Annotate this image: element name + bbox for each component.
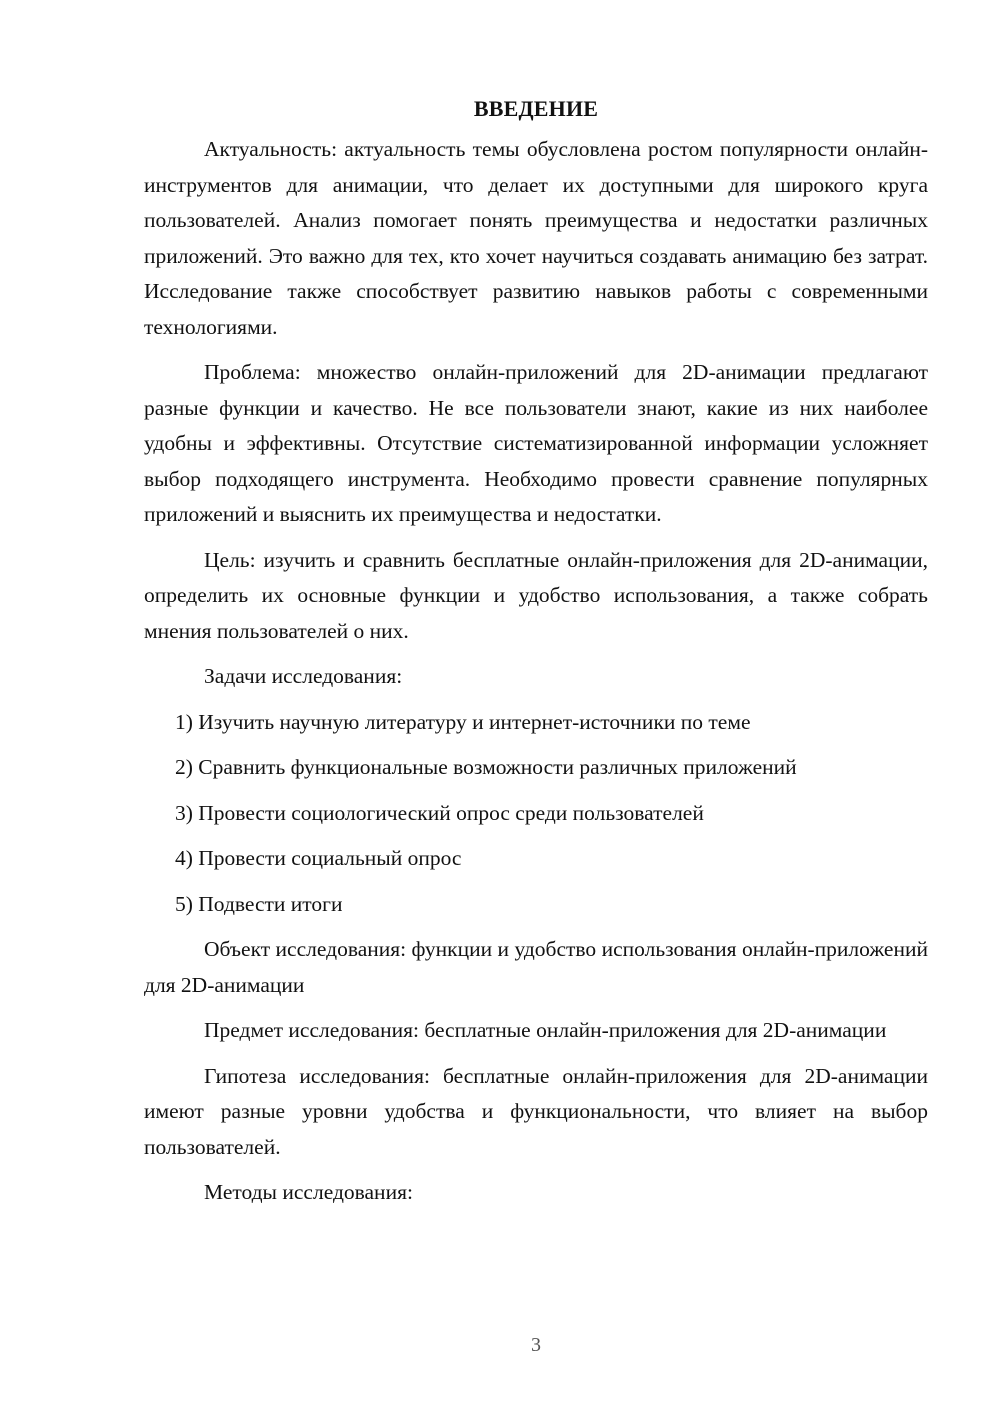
hypothesis-paragraph: Гипотеза исследования: бесплатные онлайн-приложения для 2D-анимации имеют разные уровни удобства и функциональности, что влияет на выбор пользователей. — [144, 1063, 928, 1159]
page-content — [144, 92, 928, 1211]
subject-paragraph: Предмет исследования: бесплатные онлайн-приложения для 2D-анимации — [204, 1018, 887, 1042]
goal-paragraph: Цель: изучить и сравнить бесплатные онлайн-приложения для 2D-анимации, определить их основные функции и удобство использования, а также собрать мнения пользователей о них. — [144, 547, 928, 643]
section-title: ВВЕДЕНИЕ — [473, 96, 599, 121]
relevance-paragraph: Актуальность: актуальность темы обусловлена ростом популярности онлайн-инструментов для анимации, что делает их доступными для широкого круга пользователей. Анализ помогает понять преимущества и недостатки различных приложений. Это важно для тех, кто хочет научиться создавать анимацию без затрат. Исследование также способствует развитию навыков работы с современными технологиями. — [144, 137, 928, 339]
list-item: 5) Подвести итоги — [175, 891, 343, 916]
list-item: 3) Провести социологический опрос среди пользователей — [175, 800, 704, 825]
methods-paragraph: Методы исследования: — [204, 1180, 413, 1204]
object-paragraph: Объект исследования: функции и удобство использования онлайн-приложений для 2D-анимации — [144, 937, 928, 997]
tasks-list — [144, 705, 928, 923]
page-number: 3 — [531, 1334, 541, 1356]
list-item: 2) Сравнить функциональные возможности различных приложений — [175, 755, 797, 779]
problem-paragraph: Проблема: множество онлайн-приложений для 2D-анимации предлагают разные функции и качество. Не все пользователи знают, какие из них наиболее удобны и эффективны. Отсутствие систематизированной информации усложняет выбор подходящего инструмента. Необходимо провести сравнение популярных приложений и выяснить их преимущества и недостатки. — [144, 360, 928, 526]
list-item: 4) Провести социальный опрос — [175, 846, 462, 870]
list-item: 1) Изучить научную литературу и интернет-источники по теме — [175, 709, 751, 734]
tasks-heading: Задачи исследования: — [204, 664, 403, 688]
